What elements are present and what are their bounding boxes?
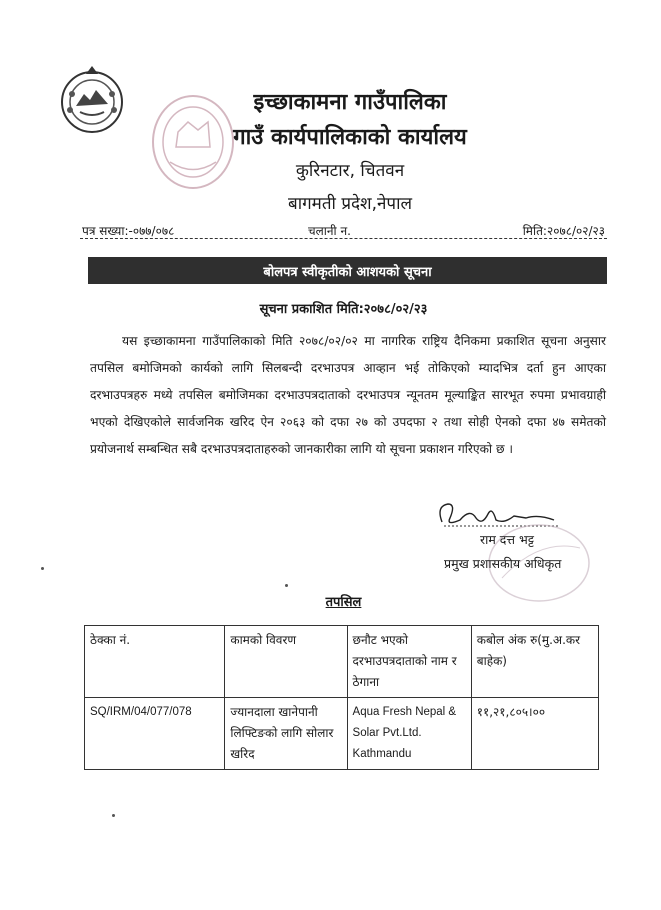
- letter-date: मिति:२०७८/०२/२३: [522, 224, 605, 238]
- scan-speck: [285, 584, 288, 587]
- nepal-government-emblem-icon: [56, 64, 128, 136]
- schedule-title: तपसिल: [325, 595, 362, 610]
- schedule-table: [84, 625, 599, 770]
- table-header-row: [85, 626, 599, 698]
- header-contract-no: ठेक्का नं.: [85, 626, 225, 698]
- signatory-title: प्रमुख प्रशासकीय अधिकृत: [444, 556, 562, 571]
- scan-speck: [41, 567, 44, 570]
- cell-contract-no: SQ/IRM/04/077/078: [85, 698, 225, 770]
- signatory-name: राम दत्त भट्ट: [480, 532, 534, 547]
- letter-number: पत्र सख्या:-०७७/०७८: [82, 224, 175, 238]
- table-row: [85, 698, 599, 770]
- notice-body: यस इच्छाकामना गाउँपालिकाको मिति २०७८/०२/०२ मा नागरिक राष्ट्रिय दैनिकमा प्रकाशित सूचना अनुसार तपसिल बमोजिमको कार्यको लागि सिलबन्दी दरभाउपत्र आव्हान भई तोकिएको म्यादभित्र दर्ता हुन आएका दरभाउपत्रहरु मध्ये तपसिल बमोजिमका दरभाउपत्रदाताको दरभाउपत्र न्यूनतम मूल्याङ्कित सारभूत रुपमा प्रभावग्राही भएको देखिएकोले सार्वजनिक खरिद ऐन २०६३ को दफा २७ को उपदफा २ तथा सोही ऐनको दफा ४७ समेतको प्रयोजनार्थ सम्बन्धित सबै दरभाउपत्रदाताहरुको जानकारीका लागि यो सूचना प्रकाशन गरिएको छ ।: [90, 334, 606, 456]
- header-description: कामको विवरण: [225, 626, 347, 698]
- notice-title: बोलपत्र स्वीकृतीको आशयको सूचना: [88, 257, 607, 284]
- scan-speck: [112, 814, 115, 817]
- dispatch-number: चलानी न.: [308, 224, 351, 238]
- published-date: सूचना प्रकाशित मिति:२०७८/०२/२३: [259, 302, 428, 317]
- header-amount: कबोल अंक रु(मु.अ.कर बाहेक): [471, 626, 598, 698]
- office-name: गाउँ कार्यपालिकाको कार्यालय: [233, 125, 467, 150]
- cell-bidder: Aqua Fresh Nepal & Solar Pvt.Ltd. Kathmandu: [347, 698, 471, 770]
- reference-line: [80, 220, 607, 239]
- office-location: कुरिनटार, चितवन: [295, 161, 405, 181]
- office-province: बागमती प्रदेश,नेपाल: [287, 194, 413, 214]
- cell-description: ज्यानदाला खानेपानी लिफ्टिङको लागि सोलार खरिद: [225, 698, 347, 770]
- org-name: इच्छाकामना गाउँपालिका: [253, 90, 447, 115]
- header-bidder: छनौट भएको दरभाउपत्रदाताको नाम र ठेगाना: [347, 626, 471, 698]
- cell-amount: ११,२१,८०५।००: [471, 698, 598, 770]
